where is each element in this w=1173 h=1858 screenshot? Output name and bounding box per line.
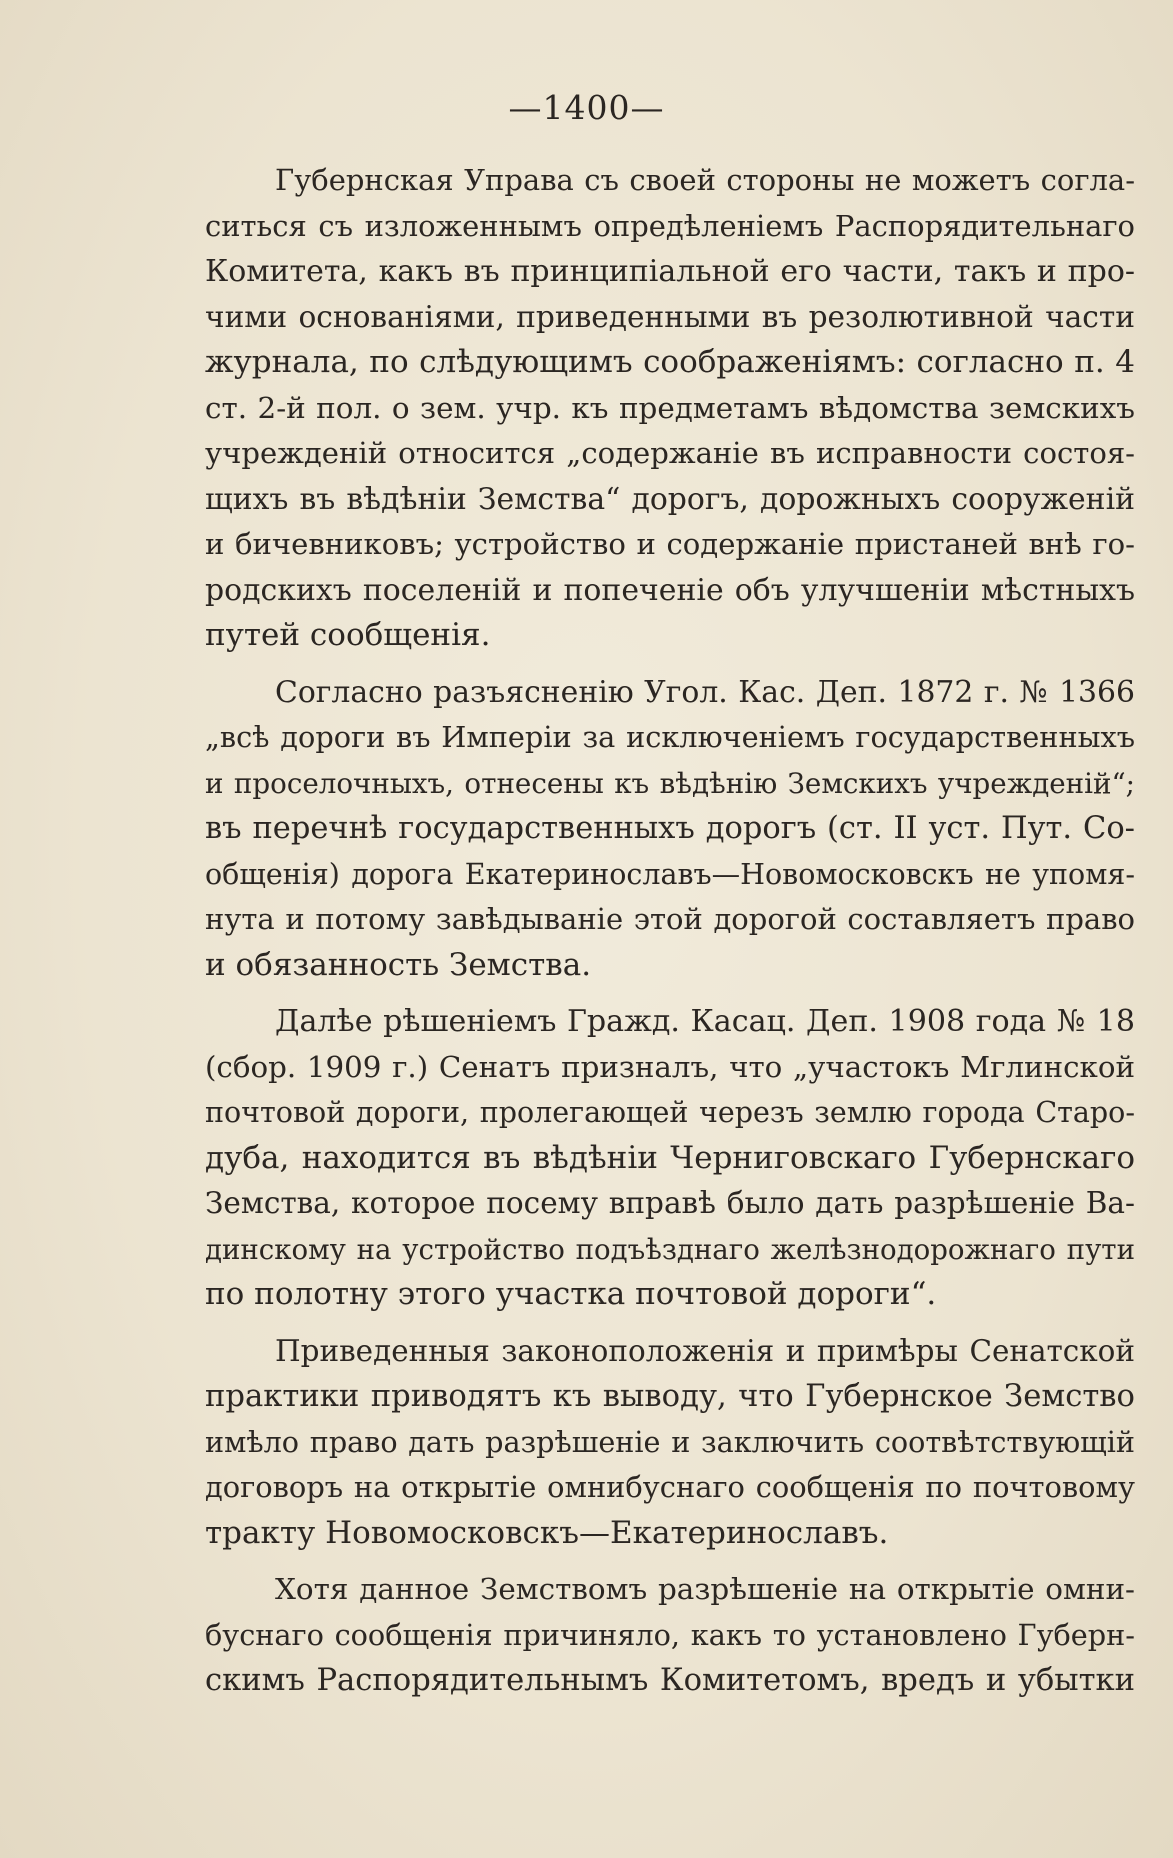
body-text [205, 158, 1135, 1715]
text-line: щихъ въ вѣдѣніи Земства“ дорогъ, дорожныхъ сооруженій [205, 481, 1135, 517]
text-line: общенія) дорога Екатеринославъ—Новомосковскъ не упомя- [205, 857, 1135, 891]
text-line: имѣло право дать разрѣшеніе и заключить соотвѣтствующій [205, 1424, 1135, 1459]
paragraph-4 [205, 1329, 1135, 1557]
text-line: тракту Новомосковскъ—Екатеринославъ. [205, 1514, 889, 1551]
text-line: журнала, по слѣдующимъ соображеніямъ: согласно п. 4 [205, 344, 1135, 380]
text-line: договоръ на открытіе омнибуснаго сообщенія по почтовому [205, 1470, 1135, 1504]
text-line: родскихъ поселеній и попеченіе объ улучшеніи мѣстныхъ [205, 572, 1135, 608]
text-line: Согласно разъясненію Угол. Кас. Деп. 1872 г. № 1366 [275, 674, 1135, 710]
text-line: Комитета, какъ въ принципіальной его части, такъ и про- [205, 254, 1135, 289]
text-line: буснаго сообщенія причиняло, какъ то установлено Губерн- [205, 1617, 1135, 1652]
text-line: и бичевниковъ; устройство и содержаніе пристаней внѣ го- [205, 527, 1135, 561]
text-line: Губернская Управа съ своей стороны не можетъ согла- [275, 163, 1135, 197]
text-line: въ перечнѣ государственныхъ дорогъ (ст. II уст. Пут. Со- [205, 811, 1135, 846]
text-line: и проселочныхъ, отнесены къ вѣдѣнію Земскихъ учрежденій“; [205, 766, 1135, 800]
text-line: нута и потому завѣдываніе этой дорогой составляетъ право [205, 902, 1135, 936]
paragraph-2 [205, 670, 1135, 989]
text-line: „всѣ дороги въ Имперіи за исключеніемъ государственныхъ [205, 720, 1135, 754]
text-line: по полотну этого участка почтовой дороги“. [205, 1276, 937, 1312]
text-line: скимъ Распорядительнымъ Комитетомъ, вредъ и убытки [205, 1663, 1135, 1698]
text-line: Приведенныя законоположенія и примѣры Сенатской [275, 1333, 1135, 1368]
text-line: и обязанность Земства. [205, 946, 592, 983]
text-line: путей сообщенія. [205, 617, 491, 653]
text-line: учрежденій относится „содержаніе въ исправности состоя- [205, 436, 1135, 470]
text-line: (сбор. 1909 г.) Сенатъ призналъ, что „участокъ Мглинской [205, 1049, 1135, 1084]
text-line: почтовой дороги, пролегающей черезъ землю города Старо- [205, 1096, 1135, 1129]
paragraph-5 [205, 1567, 1135, 1704]
text-line: ст. 2-й пол. о зем. учр. къ предметамъ вѣдомства земскихъ [205, 390, 1135, 425]
text-line: ситься съ изложеннымъ опредѣленіемъ Распорядительнаго [205, 208, 1135, 243]
text-line: чими основаніями, приведенными въ резолютивной части [205, 299, 1135, 334]
page-number: —1400— [508, 88, 665, 127]
text-line: Земства, которое посему вправѣ было дать разрѣшеніе Ва- [205, 1186, 1135, 1220]
text-line: Далѣе рѣшеніемъ Гражд. Касац. Деп. 1908 года № 18 [275, 1004, 1135, 1039]
paragraph-1 [205, 158, 1135, 659]
text-line: динскому на устройство подъѣзднаго желѣзнодорожнаго пути [205, 1232, 1135, 1266]
text-line: Хотя данное Земствомъ разрѣшеніе на открытіе омни- [275, 1572, 1135, 1606]
text-line: дуба, находится въ вѣдѣніи Черниговскаго Губернскаго [205, 1139, 1135, 1176]
paragraph-3 [205, 999, 1135, 1318]
text-line: практики приводятъ къ выводу, что Губернское Земство [205, 1379, 1135, 1414]
